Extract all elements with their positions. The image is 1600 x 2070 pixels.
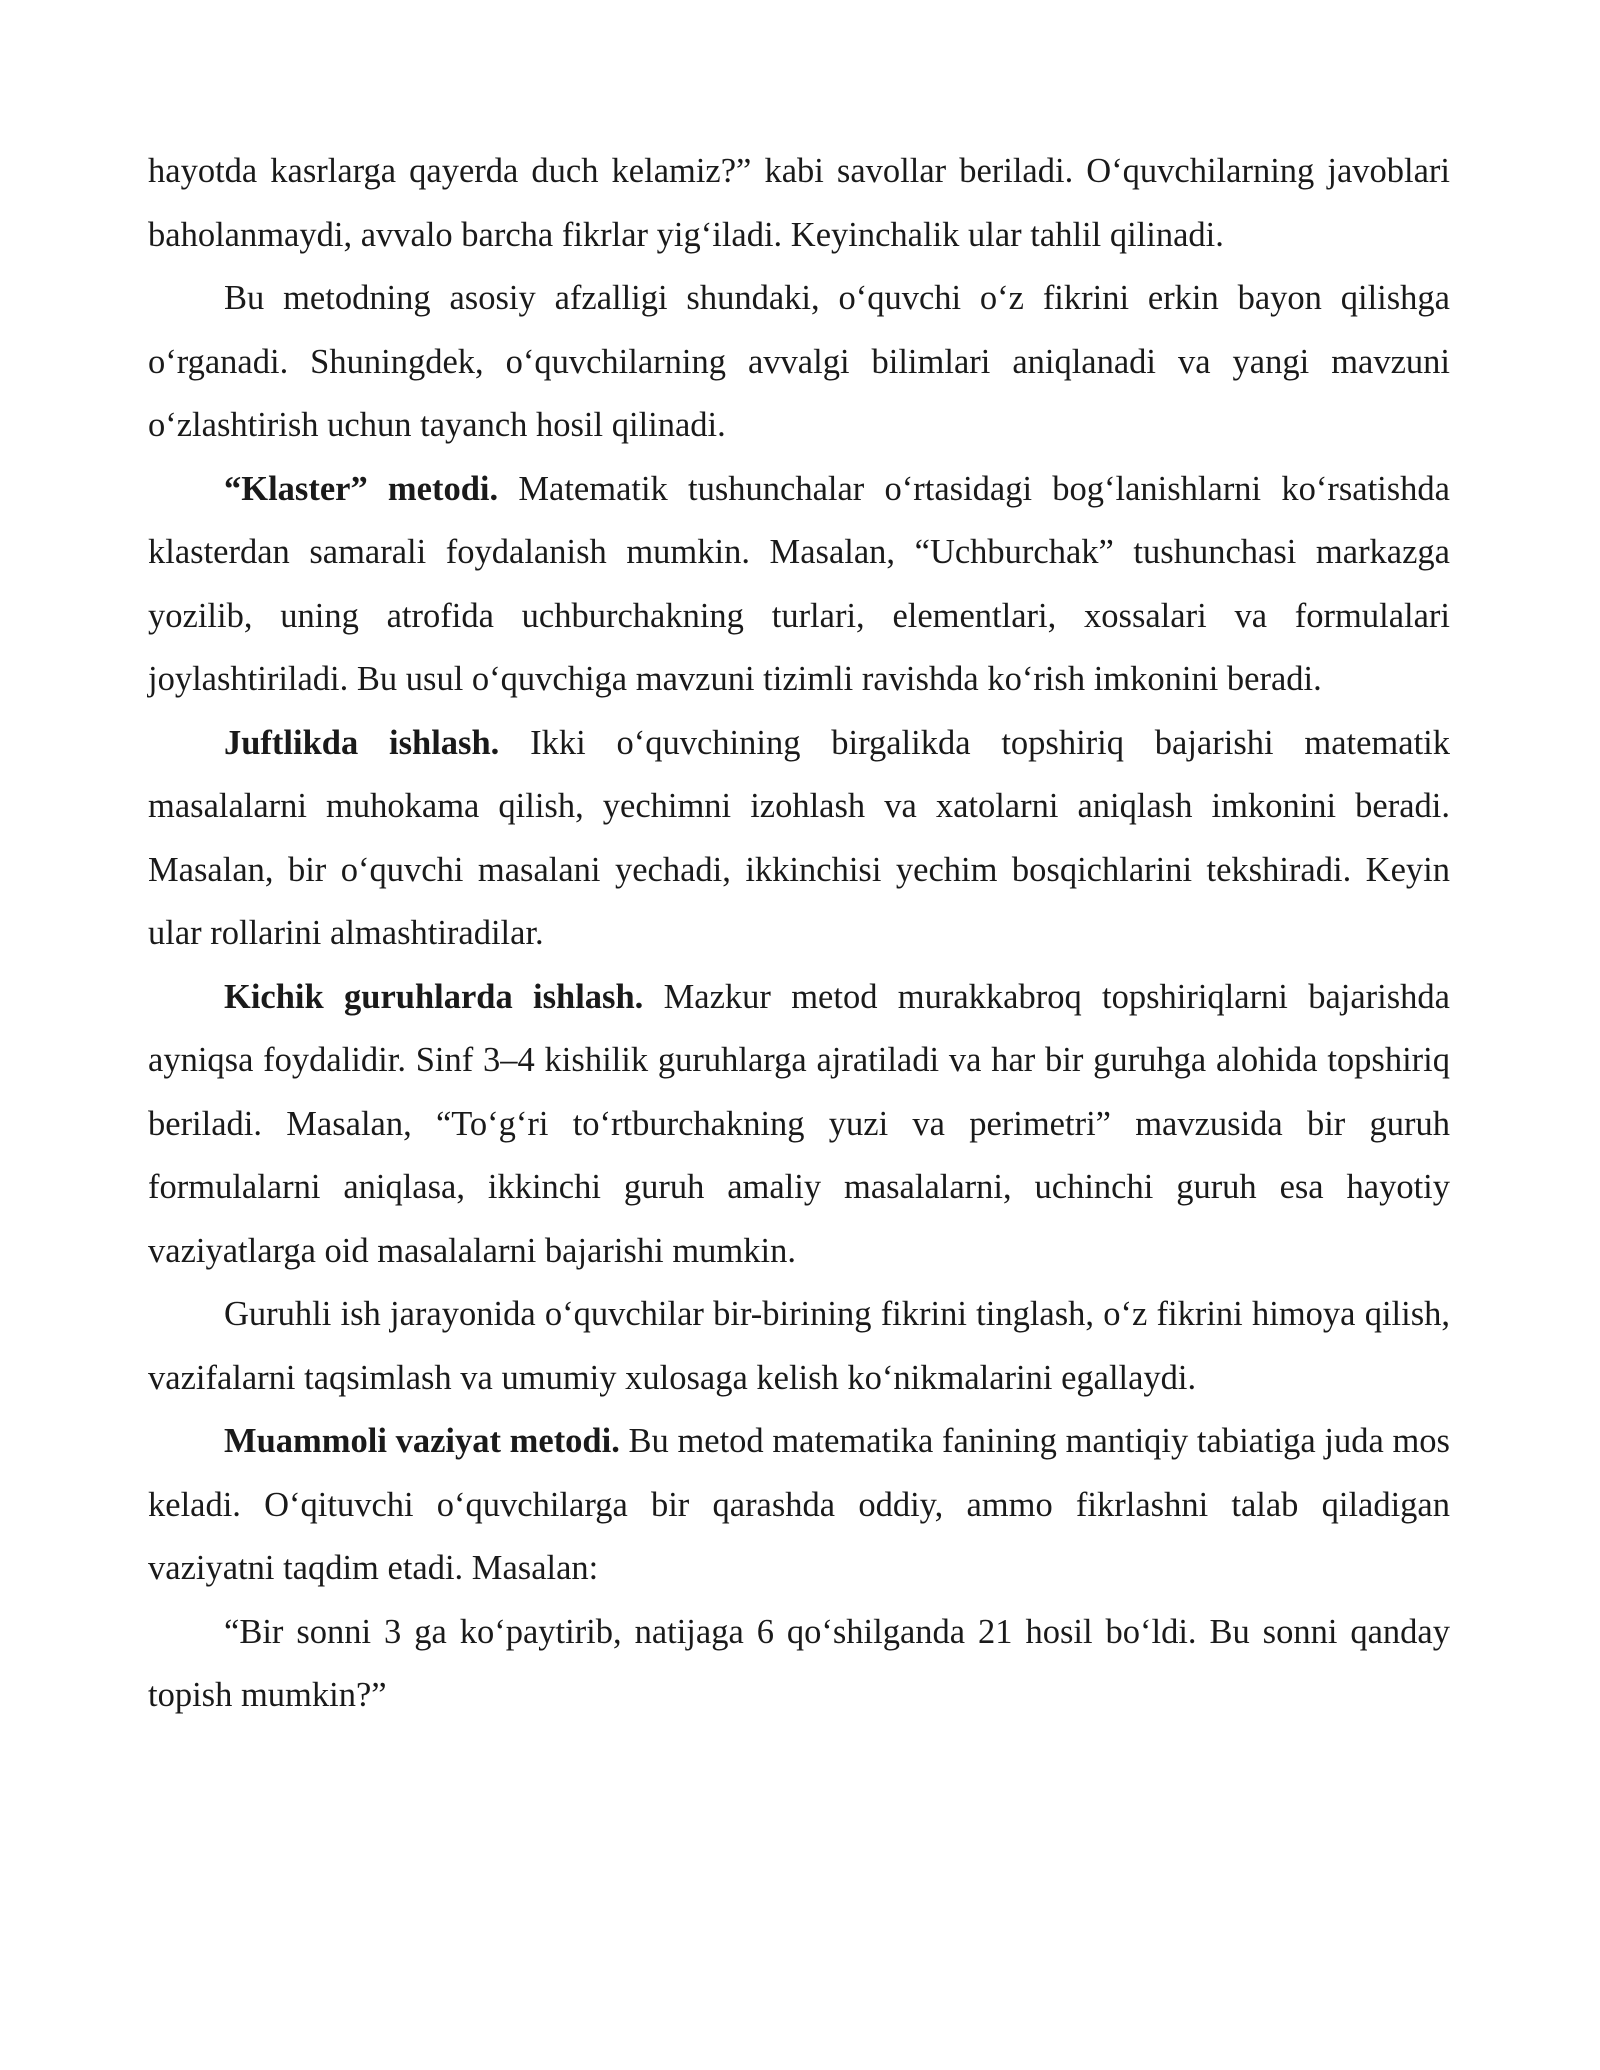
paragraph-text: Bu metod matematika fanining mantiqiy tabiatiga juda mos keladi. O‘qituvchi o‘quvchilarga bir qarashda oddiy, ammo fikrlashni talab qiladigan vaziyatni taqdim etadi. Masalan: (148, 1422, 1450, 1587)
paragraph-heading: Juftlikda ishlash. (224, 723, 500, 762)
paragraph-brainstorm-advantages (148, 267, 1450, 458)
paragraph-example-problem (148, 1601, 1450, 1728)
paragraph-heading: “Klaster” metodi. (224, 469, 499, 508)
paragraph-text: hayotda kasrlarga qayerda duch kelamiz?” kabi savollar beriladi. O‘quvchilarning javoblari baholanmaydi, avvalo barcha fikrlar yig‘iladi. Keyinchalik ular tahlil qilinadi. (148, 152, 1450, 254)
paragraph-text: Bu metodning asosiy afzalligi shundaki, o‘quvchi o‘z fikrini erkin bayon qilishga o‘rganadi. Shuningdek, o‘quvchilarning avvalgi bilimlari aniqlanadi va yangi mavzuni o‘zlashtirish uchun tayanch hosil qilinadi. (148, 279, 1450, 444)
paragraph-text: “Bir sonni 3 ga ko‘paytirib, natijaga 6 qo‘shilganda 21 hosil bo‘ldi. Bu sonni qanday topish mumkin?” (148, 1612, 1450, 1714)
paragraph-problem-situation (148, 1410, 1450, 1601)
paragraph-cluster-method (148, 458, 1450, 712)
document-page (148, 140, 1450, 1728)
paragraph-text: Matematik tushunchalar o‘rtasidagi bog‘lanishlarni ko‘rsatishda klasterdan samarali foydalanish mumkin. Masalan, “Uchburchak” tushunchasi markazga yozilib, uning atrofida uchburchakning turlari, elementlari, xossalari va formulalari joylashtiriladi. Bu usul o‘quvchiga mavzuni tizimli ravishda ko‘rish imkonini beradi. (148, 469, 1450, 698)
paragraph-text: Mazkur metod murakkabroq topshiriqlarni bajarishda ayniqsa foydalidir. Sinf 3–4 kishilik guruhlarga ajratiladi va har bir guruhga alohida topshiriq beriladi. Masalan, “To‘g‘ri to‘rtburchakning yuzi va perimetri” mavzusida bir guruh formulalarni aniqlasa, ikkinchi guruh amaliy masalalarni, uchinchi guruh esa hayotiy vaziyatlarga oid masalalarni bajarishi mumkin. (148, 977, 1450, 1270)
paragraph-text: Guruhli ish jarayonida o‘quvchilar bir-birining fikrini tinglash, o‘z fikrini himoya qilish, vazifalarni taqsimlash va umumiy xulosaga kelish ko‘nikmalarini egallaydi. (148, 1295, 1450, 1397)
paragraph-text: Ikki o‘quvchining birgalikda topshiriq bajarishi matematik masalalarni muhokama qilish, yechimni izohlash va xatolarni aniqlash imkonini beradi. Masalan, bir o‘quvchi masalani yechadi, ikkinchisi yechim bosqichlarini tekshiradi. Keyin ular rollarini almashtiradilar. (148, 723, 1451, 952)
paragraph-pair-work (148, 712, 1450, 966)
paragraph-small-groups (148, 966, 1450, 1284)
paragraph-group-work-skills (148, 1283, 1450, 1410)
paragraph-heading: Kichik guruhlarda ishlash. (224, 977, 644, 1016)
paragraph-heading: Muammoli vaziyat metodi. (224, 1422, 620, 1460)
paragraph-continuation (148, 140, 1450, 267)
